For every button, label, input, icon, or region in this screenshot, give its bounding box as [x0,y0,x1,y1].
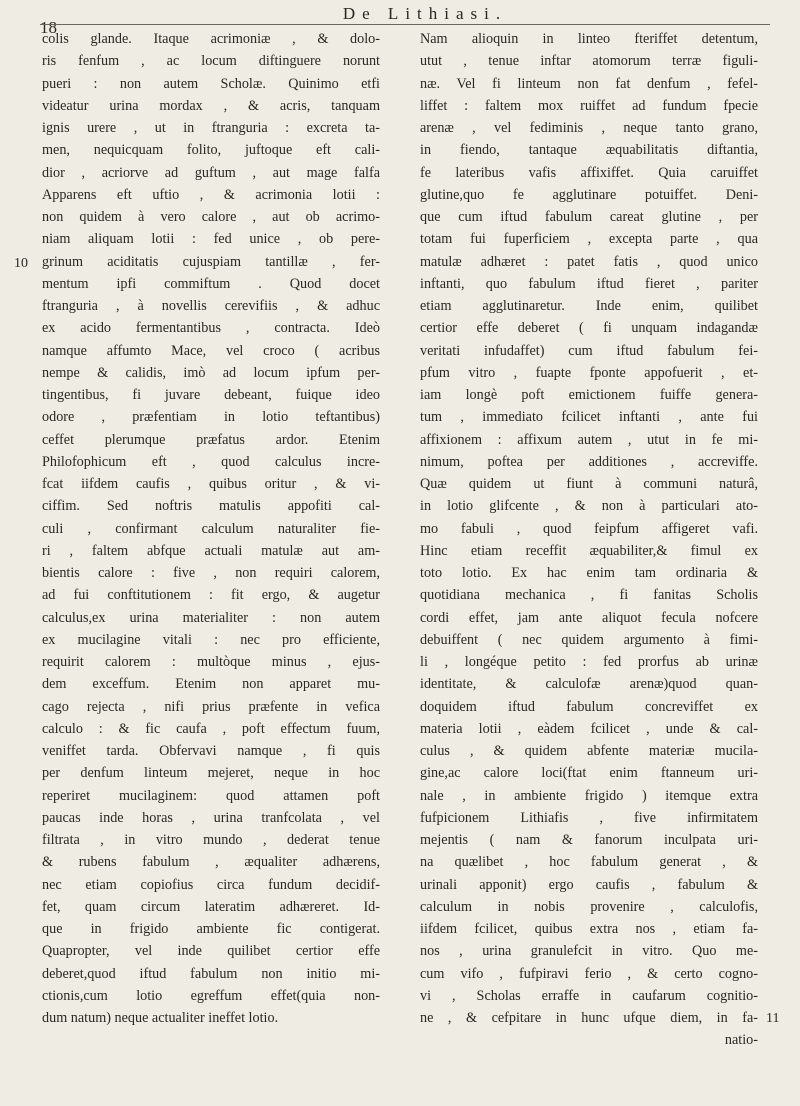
text-line: ad fui conftitutionem : fit ergo, & augetur [42,587,380,604]
text-line: doquidem iftud fabulum concreviffet ex [420,698,758,715]
text-line: inftanti, quo fabulum iftud fieret , pariter [420,275,758,292]
text-line: ex acido fermentantibus , contracta. Ideò [42,320,380,337]
text-line: liffet : faltem mox ruiffet ad fundum fpecie [420,97,758,114]
text-line: culi , confirmant calculum naturaliter fie- [42,520,380,537]
text-line: iam longè poft emictionem fuiffe genera- [420,387,758,403]
text-line: mejentis ( nam & fanorum inculpata uri- [420,832,758,848]
text-line: natio- [724,1032,758,1049]
text-line: in lotio glifcente , & non à particulari ato- [420,498,758,515]
text-line: ciffim. Sed noftris matulis appofiti cal- [42,498,380,515]
text-line: ceffet plerumque præfatus ardor. Etenim [42,431,380,448]
text-line: pueri : non autem Scholæ. Quinimo etfi [42,75,380,92]
text-line: nos , urina granulefcit in vitro. Quo me- [420,943,758,960]
text-line: in fiendo, tantaque æquabilitatis diftantia, [420,142,758,159]
text-line: iifdem fcilicet, quibus extra nos , etiam fa- [420,921,758,937]
text-line: requirit calorem : multòque minus , ejus- [42,654,380,670]
text-line: que cum iftud fabulum careat glutine , per [420,209,758,225]
text-line: utut , tenue inftar atomorum terræ figuli- [420,53,758,70]
text-line: affixionem : affixum autem , utut in fe mi- [420,431,758,448]
text-line: gine,ac calore loci(ftat enim ftanneum uri- [420,765,758,782]
running-head: De Lithiasi. [342,4,508,23]
right-column [420,28,758,1052]
text-line: etiam agglutinaretur. Inde enim, quilibet [420,298,758,314]
text-line: calculo : & fic caufa , poft effectum fuum, [42,720,380,737]
text-line: namque affumto Mace, vel croco ( acribus [42,342,380,359]
text-line: Quapropter, vel inde quilibet certior effe [42,943,380,960]
text-line: pfum vitro , fuapte fponte appofuerit , et- [420,364,758,381]
text-line: tingentibus, fi juvare debeant, fuique ideo [42,387,380,403]
text-line: identitate, & calculofæ arenæ)quod quan- [420,676,758,693]
text-line: ne , & cefpitare in hunc ufque diem, in fa- [420,1010,758,1026]
text-line: ri , faltem abfque actuali matulæ aut am- [42,542,380,559]
text-line: calculum in nobis provenire , calculofis, [420,898,758,915]
text-line: odore , præfentiam in lotio teftantibus) [42,409,380,426]
text-line: videatur urina mordax , & acris, tanquam [42,97,380,114]
text-line: calculus,ex urina materialiter : non autem [42,609,380,626]
text-line: nimum, poftea per additiones , accreviffe. [420,453,758,470]
text-line: fet, quam circum lateratim adhæreret. Id- [42,898,380,915]
text-line: næ. Vel fi linteum non fat denfum , fefel- [420,75,758,92]
text-line: niam aliquam lotii : fed unice , ob pere- [42,231,380,248]
text-line: men, nequicquam folito, juftoque eft cali- [42,142,380,159]
text-line: materia lotii , eàdem fcilicet , unde & cal- [420,720,758,737]
text-line: urinali apponit) ergo caufis , fabulum & [420,876,758,893]
text-line: culus , & quidem abfente materiæ mucila- [420,743,758,759]
margin-line-number-right: 11 [766,1011,780,1026]
text-line: ris fenfum , ac locum diftinguere norunt [42,53,380,70]
header-rule [40,24,770,25]
text-line: que in frigido ambiente fic contigerat. [42,921,380,937]
text-line: arenæ , vel fediminis , neque tanto grano, [420,120,758,136]
text-line: nempe & calidis, imò ad locum ipfum per- [42,364,380,381]
text-line: Nam alioquin in linteo fteriffet detentum, [420,31,758,47]
text-line: Hinc etiam receffit æquabiliter,& fimul ex [420,542,758,559]
text-line: ex mucilagine vitali : nec pro efficiente, [42,631,380,648]
text-line: nec etiam copiofius circa fundum decidif- [42,876,380,893]
page-number: 18 [40,18,57,37]
text-line: colis glande. Itaque acrimoniæ , & dolo- [42,31,380,47]
text-line: ignis urere , ut in ftranguria : excreta ta- [42,120,380,136]
left-column [42,28,380,1029]
text-line: veniffet tarda. Obfervavi namque , fi quis [42,743,380,759]
text-line: debuiffent ( nec quidem argumento à fimi- [420,631,758,648]
text-line: totam fui fuperficiem , excepta parte , qua [420,231,758,248]
text-line: cago rejecta , nifi prius præfente in vefica [42,698,380,715]
text-line: Philofophicum eft , quod calculus incre- [42,453,380,470]
text-line: veritati infudaffet) cum iftud fabulum fei- [420,342,758,359]
text-line: ctionis,cum lotio egreffum effet(quia non- [42,987,380,1004]
text-line: fufpicionem Lithiafis , five infirmitatem [420,809,758,826]
text-line: nale , in ambiente frigido ) itemque extra [420,787,758,804]
text-line: vi , Scholas erraffe in caufarum cognitio- [420,987,758,1004]
text-line: li , longéque petito : fed prorfus ab urinæ [420,654,758,670]
margin-line-number-left: 10 [14,256,28,271]
text-line: Quæ quidem ut fiunt à communi naturâ, [420,476,758,492]
text-line: non quidem à vero calore , aut ob acrimo- [42,209,380,225]
text-line: dum natum) neque actualiter ineffet lotio. [42,1010,279,1026]
text-line: bientis calore : five , non requiri calorem, [42,565,380,581]
text-line: cordi effet, jam ante aliquot fecula nofcere [420,609,758,626]
text-line: fcat iifdem caufis , quibus oritur , & vi- [42,476,380,492]
text-line: deberet,quod iftud fabulum non initio mi- [42,965,380,982]
text-line: paucas inde horas , urina tranfcolata , vel [42,809,380,826]
text-line: matulæ adhæret : patet fatis , quod unico [420,253,758,270]
text-line: grinum aciditatis cujuspiam tantillæ , fer- [42,253,380,270]
text-line: mo fabuli , quod feipfum affigeret vafi. [420,520,758,537]
text-line: cum vifo , fufpiravi ferio , & certo cogno- [420,965,758,982]
text-line: na quælibet , hoc fabulum generat , & [420,854,758,871]
text-line: filtrata , in vitro mundo , dederat tenue [42,832,380,848]
text-line: dem exceffum. Etenim non apparet mu- [42,676,380,693]
text-line: certior effe deberet ( fi unquam indagandæ [420,320,758,337]
text-line: dior , acriorve ad guftum , aut mage falfa [42,164,380,181]
text-line: toto lotio. Ex hac enim tam ordinaria & [420,565,758,581]
text-line: fe lateribus vafis affixiffet. Quia caruiffet [420,164,758,181]
text-line: ftranguria , à novellis cerevifiis , & adhuc [42,298,380,314]
text-line: quotidiana mechanica , fi fanitas Scholis [420,587,758,604]
text-line: tum , immediato fcilicet inftanti , ante fui [420,409,758,426]
text-line: Apparens eft uftio , & acrimonia lotii : [42,186,380,203]
text-line: per denfum linteum mejeret, neque in hoc [42,765,380,782]
text-line: glutine,quo fe agglutinare potuiffet. Deni- [420,186,758,203]
text-line: mentum ipfi commiftum . Quod docet [42,275,380,292]
text-line: reperiret mucilaginem: quod attamen poft [42,787,380,804]
text-line: & rubens fabulum , æqualiter adhærens, [42,854,380,871]
